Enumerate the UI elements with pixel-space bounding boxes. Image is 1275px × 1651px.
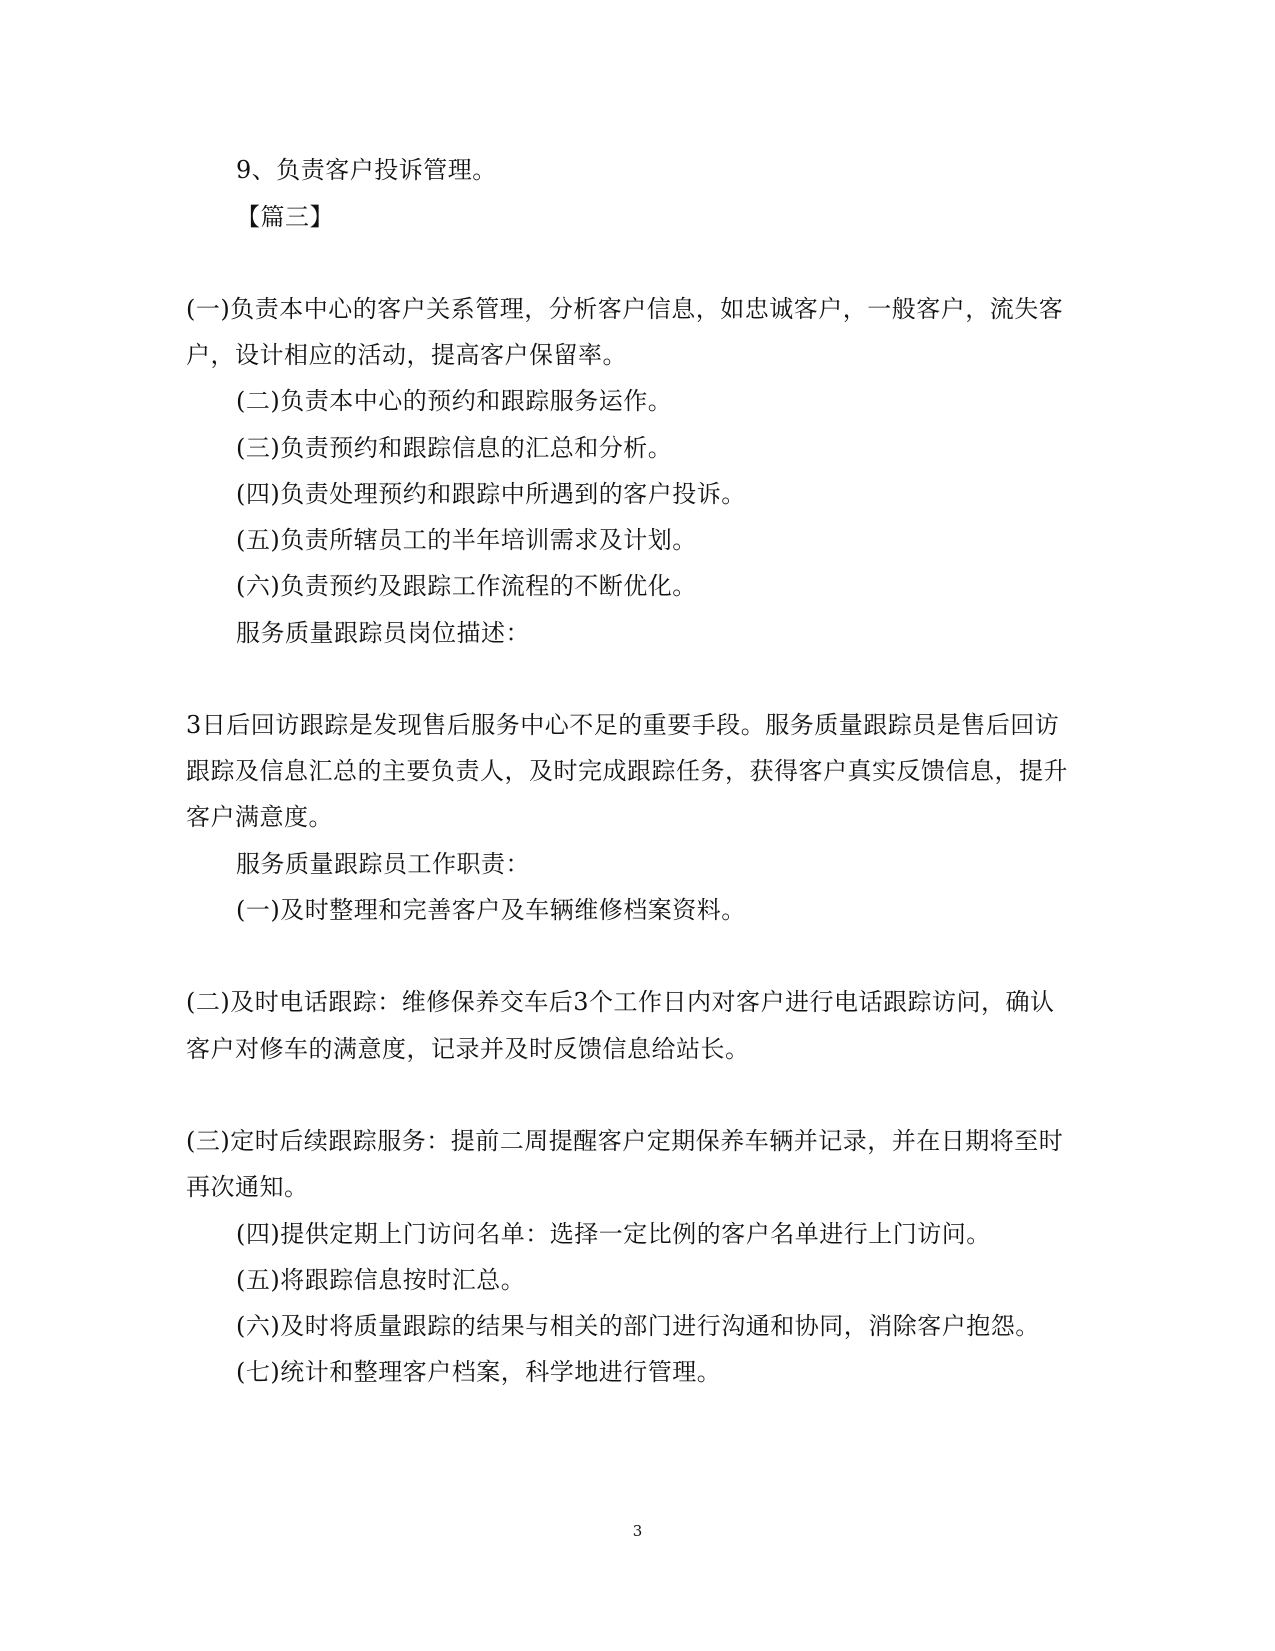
paragraph-line: (三)定时后续跟踪服务：提前二周提醒客户定期保养车辆并记录，并在日期将至时 xyxy=(186,1127,1064,1155)
paragraph-line: 客户对修车的满意度，记录并及时反馈信息给站长。 xyxy=(186,1035,750,1063)
paragraph-line: (一)负责本中心的客户关系管理，分析客户信息，如忠诚客户，一般客户，流失客 xyxy=(186,295,1064,323)
section-heading: 【篇三】 xyxy=(236,203,334,231)
paragraph-line: (二)负责本中心的预约和跟踪服务运作。 xyxy=(236,387,673,415)
paragraph-line: (二)及时电话跟踪：维修保养交车后3个工作日内对客户进行电话跟踪访问，确认 xyxy=(186,988,1055,1016)
paragraph-line: (四)提供定期上门访问名单：选择一定比例的客户名单进行上门访问。 xyxy=(236,1220,991,1248)
paragraph-line: (六)负责预约及跟踪工作流程的不断优化。 xyxy=(236,572,697,600)
paragraph-line: (四)负责处理预约和跟踪中所遇到的客户投诉。 xyxy=(236,480,746,508)
paragraph-line: 9、负责客户投诉管理。 xyxy=(236,156,497,184)
subheading-line: 服务质量跟踪员岗位描述： xyxy=(236,619,530,647)
paragraph-line: (六)及时将质量跟踪的结果与相关的部门进行沟通和协同，消除客户抱怨。 xyxy=(236,1312,1040,1340)
paragraph-line: 再次通知。 xyxy=(186,1173,309,1201)
page-number: 3 xyxy=(632,1522,643,1540)
paragraph-line: (一)及时整理和完善客户及车辆维修档案资料。 xyxy=(236,896,746,924)
subheading-line: 服务质量跟踪员工作职责： xyxy=(236,850,530,878)
paragraph-line: (五)负责所辖员工的半年培训需求及计划。 xyxy=(236,526,697,554)
paragraph-line: 客户满意度。 xyxy=(186,803,333,831)
paragraph-line: 3日后回访跟踪是发现售后服务中心不足的重要手段。服务质量跟踪员是售后回访 xyxy=(186,711,1060,739)
paragraph-line: 跟踪及信息汇总的主要负责人，及时完成跟踪任务，获得客户真实反馈信息，提升 xyxy=(186,757,1068,785)
paragraph-line: (三)负责预约和跟踪信息的汇总和分析。 xyxy=(236,434,673,462)
paragraph-line: (七)统计和整理客户档案，科学地进行管理。 xyxy=(236,1358,722,1386)
paragraph-line: 户，设计相应的活动，提高客户保留率。 xyxy=(186,341,627,369)
paragraph-line: (五)将跟踪信息按时汇总。 xyxy=(236,1266,526,1294)
